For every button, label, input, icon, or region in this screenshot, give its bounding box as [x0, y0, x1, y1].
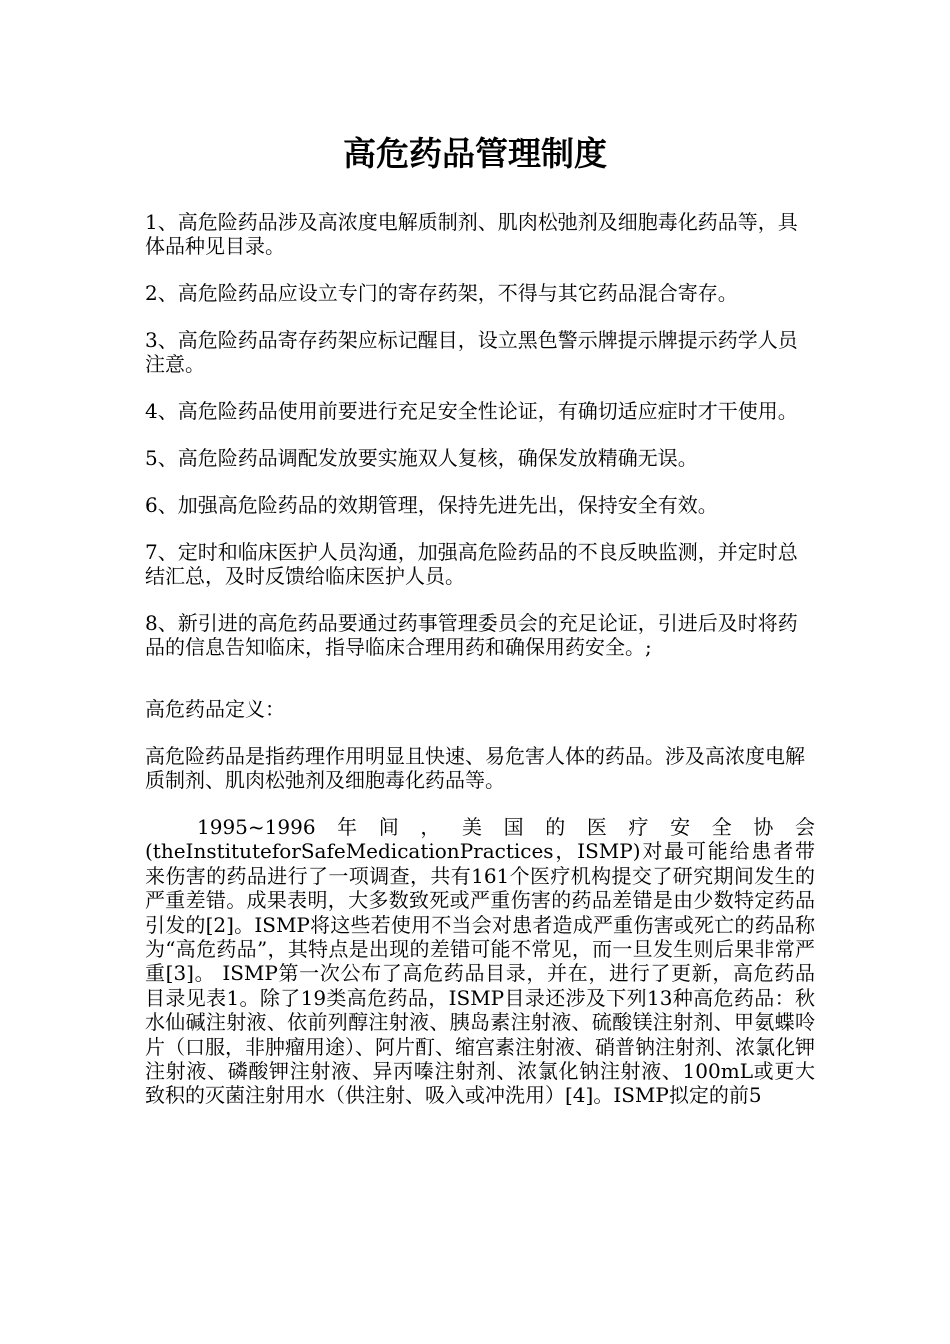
rule-item-1: 1、高危险药品涉及高浓度电解质制剂、肌肉松弛剂及细胞毒化药品等，具体品种见目录。 [145, 210, 798, 258]
history-paragraph: 1995~1996年间，美国的医疗安全协会(theInstituteforSafeMedicationPractices，ISMP)对最可能给患者带来伤害的药品进行了一项调查，共有161个医疗机构提交了研究期间发生的严重差错。成果表明，大多数致死或严重伤害的药品差错是由少数特定药品引发的[2]。ISMP将这些若使用不当会对患者造成严重伤害或死亡的药品称为“高危药品”，其特点是出现的差错可能不常见，而一旦发生则后果非常严重[3]。 ISMP第一次公布了高危药品目录，并在，进行了更新，高危药品目录见表1。除了19类高危药品，ISMP目录还涉及下列13种高危药品：秋水仙碱注射液、依前列醇注射液、胰岛素注射液、硫酸镁注射剂、甲氨蝶呤片（口服，非肿瘤用途）、阿片酊、缩宫素注射液、硝普钠注射剂、浓氯化钾注射液、磷酸钾注射液、异丙嗪注射剂、浓氯化钠注射液、100mL或更大致积的灭菌注射用水（供注射、吸入或冲洗用）[4]。ISMP拟定的前5 [145, 815, 815, 1108]
rule-item-2: 2、高危险药品应设立专门的寄存药架，不得与其它药品混合寄存。 [145, 281, 738, 305]
rule-item-6: 6、加强高危险药品的效期管理，保持先进先出，保持安全有效。 [145, 493, 718, 517]
definition-text: 高危险药品是指药理作用明显且快速、易危害人体的药品。涉及高浓度电解质制剂、肌肉松弛剂及细胞毒化药品等。 [145, 744, 805, 792]
document-body [145, 210, 815, 1131]
rule-item-3: 3、高危险药品寄存药架应标记醒目，设立黑色警示牌提示牌提示药学人员注意。 [145, 328, 798, 376]
rule-item-8: 8、新引进的高危药品要通过药事管理委员会的充足论证，引进后及时将药品的信息告知临床，指导临床合理用药和确保用药安全。; [145, 611, 798, 659]
rule-item-4: 4、高危险药品使用前要进行充足安全性论证，有确切适应症时才干使用。 [145, 399, 798, 423]
definition-heading: 高危药品定义： [145, 697, 285, 721]
rule-item-5: 5、高危险药品调配发放要实施双人复核，确保发放精确无误。 [145, 446, 698, 470]
document-title: 高危药品管理制度 [343, 134, 607, 173]
rule-item-7: 7、定时和临床医护人员沟通，加强高危险药品的不良反映监测，并定时总结汇总，及时反馈给临床医护人员。 [145, 540, 798, 588]
